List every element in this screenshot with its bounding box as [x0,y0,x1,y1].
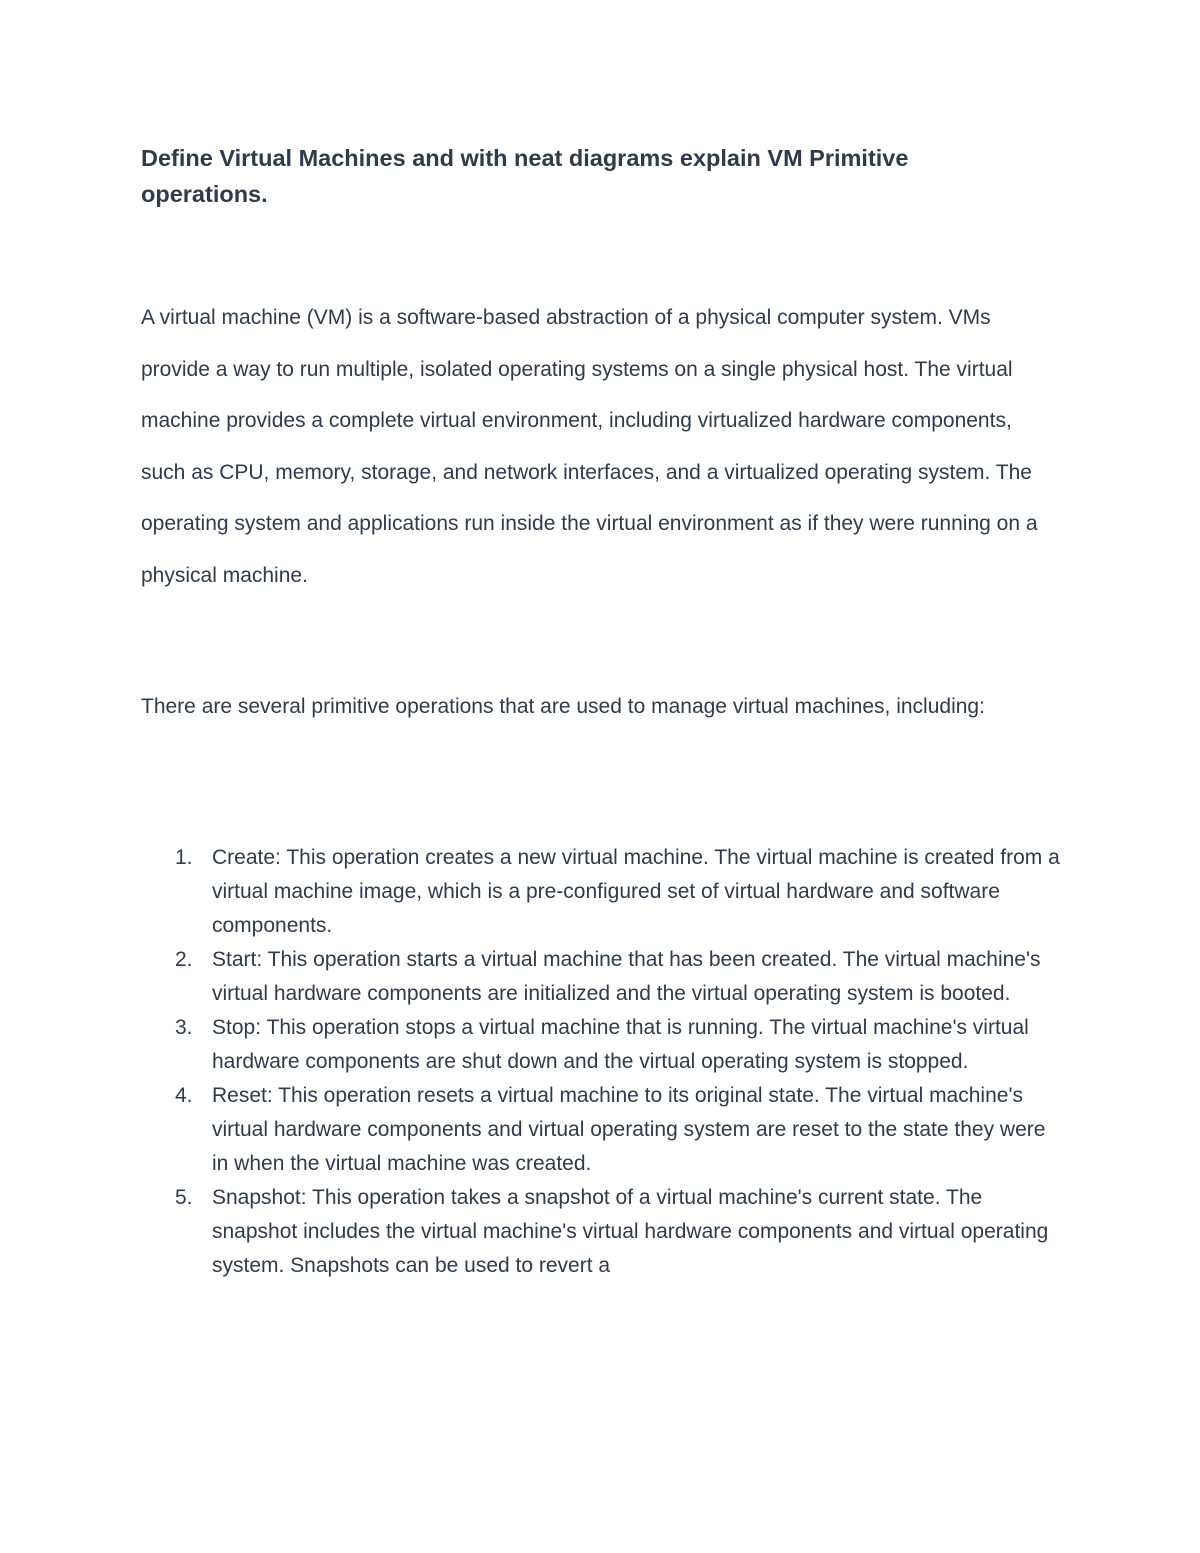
list-item-number: 4. [175,1084,193,1107]
list-item-text: Start: This operation starts a virtual machine that has been created. The virtual machine's virtual hardware components are initialized and the virtual operating system is booted. [212,948,1041,1005]
document-heading: Define Virtual Machines and with neat diagrams explain VM Primitive operations. [141,145,909,207]
intro-paragraph: A virtual machine (VM) is a software-based abstraction of a physical computer system. VMs provide a way to run multiple, isolated operating systems on a single physical host. The virtual machine provides a complete virtual environment, including virtualized hardware components, such as CPU, memory, storage, and network interfaces, and a virtualized operating system. The operating system and applications run inside the virtual environment as if they were running on a physical machine. [141,306,1038,587]
list-item-text: Reset: This operation resets a virtual machine to its original state. The virtual machine's virtual hardware components and virtual operating system are reset to the state they were in when the virtual machine was created. [212,1084,1046,1175]
list-item [141,1181,1061,1283]
list-item [141,841,1061,943]
operations-lead-paragraph: There are several primitive operations that are used to manage virtual machines, including: [141,695,985,718]
list-item-number: 5. [175,1186,193,1209]
list-item-number: 3. [175,1016,193,1039]
list-item-number: 1. [175,846,193,869]
list-item [141,1011,1061,1079]
operations-list [141,841,1061,1283]
list-item-text: Stop: This operation stops a virtual machine that is running. The virtual machine's virtual hardware components are shut down and the virtual operating system is stopped. [212,1016,1029,1073]
list-item-text: Snapshot: This operation takes a snapshot of a virtual machine's current state. The snapshot includes the virtual machine's virtual hardware components and virtual operating system. Snapshots can be used to revert a [212,1186,1049,1277]
list-item-number: 2. [175,948,193,971]
list-item [141,1079,1061,1181]
list-item [141,943,1061,1011]
list-item-text: Create: This operation creates a new virtual machine. The virtual machine is created from a virtual machine image, which is a pre-configured set of virtual hardware and software components. [212,846,1060,937]
